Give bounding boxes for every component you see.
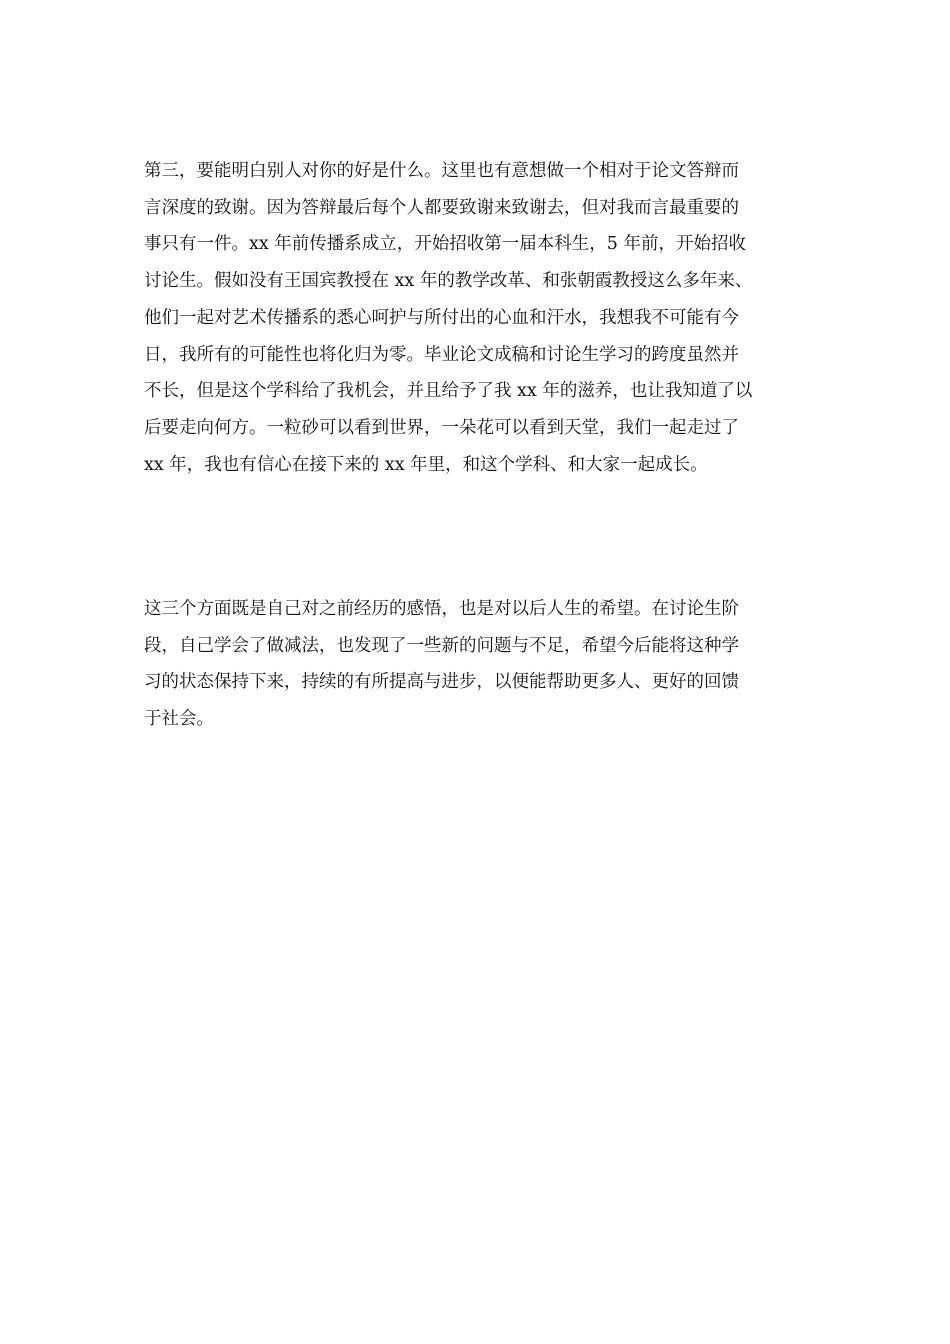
text-line: 习的状态保持下来，持续的有所提高与进步，以便能帮助更多人、更好的回馈 [144, 672, 739, 693]
text-line: 他们一起对艺术传播系的悉心呵护与所付出的心血和汗水，我想我不可能有今 [144, 307, 739, 328]
text-line: 讨论生。假如没有王国宾教授在 xx 年的教学改革、和张朝霞教授这么多年来、 [144, 271, 753, 292]
text-line: xx 年，我也有信心在接下来的 xx 年里，和这个学科、和大家一起成长。 [144, 454, 708, 475]
text-line: 这三个方面既是自己对之前经历的感悟，也是对以后人生的希望。在讨论生阶 [144, 599, 739, 619]
text-line: 日，我所有的可能性也将化归为零。毕业论文成稿和讨论生学习的跨度虽然并 [144, 344, 739, 365]
paragraph-acknowledgement [144, 153, 808, 483]
text-line: 言深度的致谢。因为答辩最后每个人都要致谢来致谢去，但对我而言最重要的 [144, 197, 739, 218]
text-line: 不长，但是这个学科给了我机会，并且给予了我 xx 年的滋养，也让我知道了以 [144, 381, 753, 402]
paragraph-conclusion [144, 591, 808, 738]
text-line: 段，自己学会了做减法，也发现了一些新的问题与不足，希望今后能将这种学 [144, 635, 739, 656]
text-line: 事只有一件。xx 年前传播系成立，开始招收第一届本科生，5 年前，开始招收 [144, 234, 746, 255]
text-line: 于社会。 [144, 709, 214, 730]
text-line: 后要走向何方。一粒砂可以看到世界，一朵花可以看到天堂，我们一起走过了 [144, 417, 739, 438]
text-line: 第三，要能明白别人对你的好是什么。这里也有意想做一个相对于论文答辩而 [144, 161, 739, 181]
